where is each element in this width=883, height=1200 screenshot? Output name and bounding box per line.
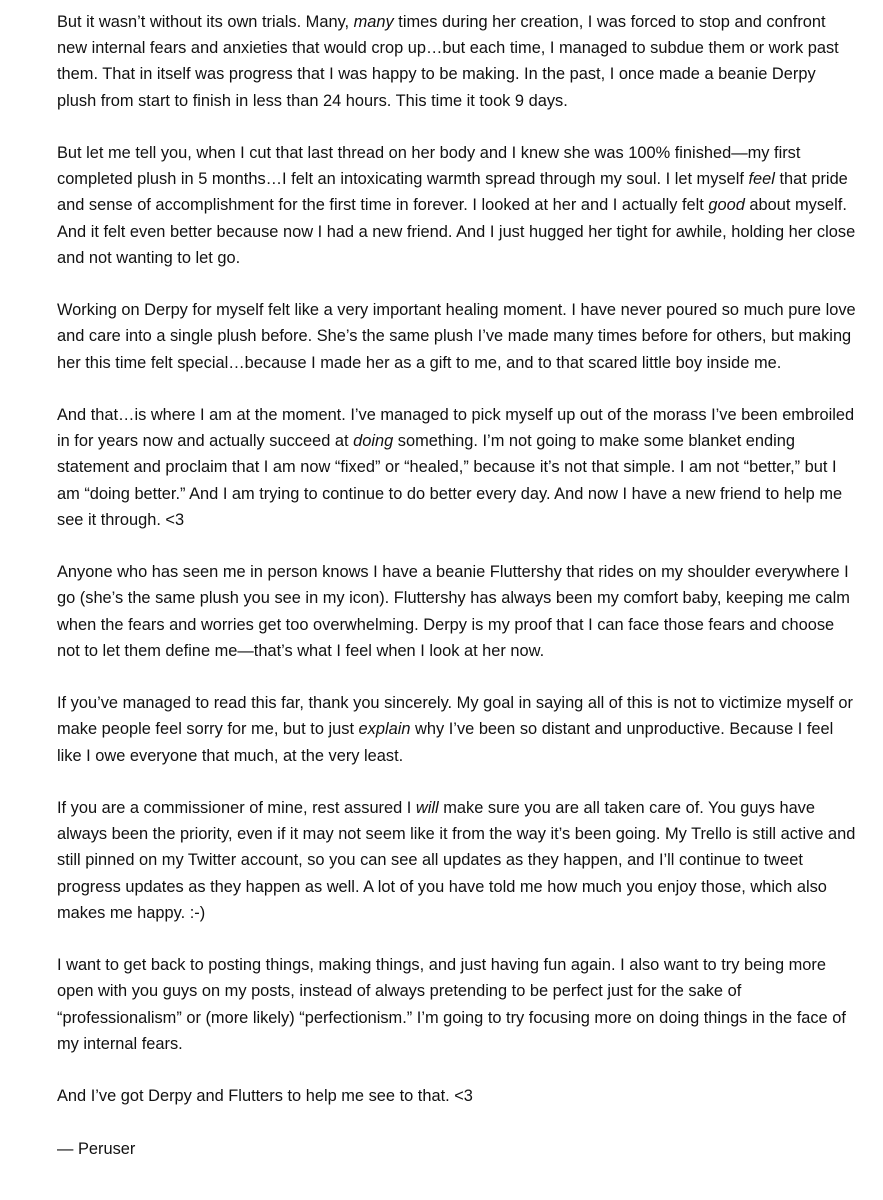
- text-run-italic: good: [708, 196, 745, 215]
- signature: — Peruser: [57, 1139, 136, 1158]
- text-run: But let me tell you, when I cut that last thread on her body and I knew she was 100% finished—my first completed plush in 5 months…I felt an intoxicating warmth spread through my soul. I let myself: [57, 144, 801, 189]
- paragraph-7: [57, 795, 857, 926]
- text-run: make sure you are all taken care of. You guys have always been the priority, even if it may not seem like it from the way it’s been going. My Trello is still active and still pinned on my Twitter account, so you can see all updates as they happen, and I’ll continue to tweet progress updates as they happen as well. A lot of you have told me how much you enjoy those, which also makes me happy. :-): [57, 799, 856, 922]
- text-run: times during her creation, I was forced to stop and confront new internal fears and anxieties that would crop up…but each time, I managed to subdue them or work past them. That in itself was progress that I was happy to be making. In the past, I once made a beanie Derpy plush from start to finish in less than 24 hours. This time it took 9 days.: [57, 13, 839, 110]
- text-run-italic: explain: [358, 720, 411, 739]
- text-run-italic: many: [353, 13, 394, 31]
- paragraph-3: [57, 297, 857, 376]
- paragraph-2: [57, 140, 857, 271]
- text-run: Anyone who has seen me in person knows I have a beanie Fluttershy that rides on my shoulder everywhere I go (she’s the same plush you see in my icon). Fluttershy has always been my comfort baby, keeping me calm when the fears and worries get too overwhelming. Derpy is my proof that I can face those fears and choose not to let them define me—that’s what I feel when I look at her now.: [57, 563, 850, 660]
- text-run: But it wasn’t without its own trials. Many,: [57, 13, 354, 31]
- paragraph-5: [57, 559, 857, 664]
- paragraph-1: [57, 9, 857, 114]
- text-run: something. I’m not going to make some blanket ending statement and proclaim that I am now “fixed” or “healed,” because it’s not that simple. I am not “better,” but I am “doing better.” And I am trying to continue to do better every day. And now I have a new friend to help me see it through. <3: [57, 432, 843, 529]
- text-run-italic: will: [415, 799, 439, 817]
- paragraph-8: [57, 952, 857, 1057]
- text-run: And I’ve got Derpy and Flutters to help me see to that. <3: [57, 1087, 473, 1106]
- text-run: If you’ve managed to read this far, thank you sincerely. My goal in saying all of this is not to victimize myself or make people feel sorry for me, but to just: [57, 694, 853, 739]
- text-run: If you are a commissioner of mine, rest assured I: [57, 799, 416, 817]
- text-run: about myself. And it felt even better because now I had a new friend. And I just hugged her tight for awhile, holding her close and not wanting to let go.: [57, 196, 856, 267]
- text-run: why I’ve been so distant and unproductive. Because I feel like I owe everyone that much, at the very least.: [57, 720, 834, 765]
- text-run: And that…is where I am at the moment. I’ve managed to pick myself up out of the morass I’ve been embroiled in for years now and actually succeed at: [57, 406, 855, 451]
- letter-body: [57, 9, 857, 1162]
- paragraph-6: [57, 690, 857, 769]
- text-run: that pride and sense of accomplishment for the first time in forever. I looked at her and I actually felt: [57, 170, 848, 215]
- text-run-italic: feel: [748, 170, 775, 189]
- paragraph-9: [57, 1083, 857, 1109]
- text-run: Working on Derpy for myself felt like a very important healing moment. I have never poured so much pure love and care into a single plush before. She’s the same plush I’ve made many times before for others, but making her this time felt special…because I made her as a gift to me, and to that scared little boy inside me.: [57, 301, 856, 372]
- text-run: I want to get back to posting things, making things, and just having fun again. I also want to try being more open with you guys on my posts, instead of always pretending to be perfect just for the sake of “professionalism” or (more likely) “perfectionism.” I’m going to try focusing more on doing things in the face of my internal fears.: [57, 956, 846, 1053]
- text-run-italic: doing: [353, 432, 394, 451]
- paragraph-4: [57, 402, 857, 533]
